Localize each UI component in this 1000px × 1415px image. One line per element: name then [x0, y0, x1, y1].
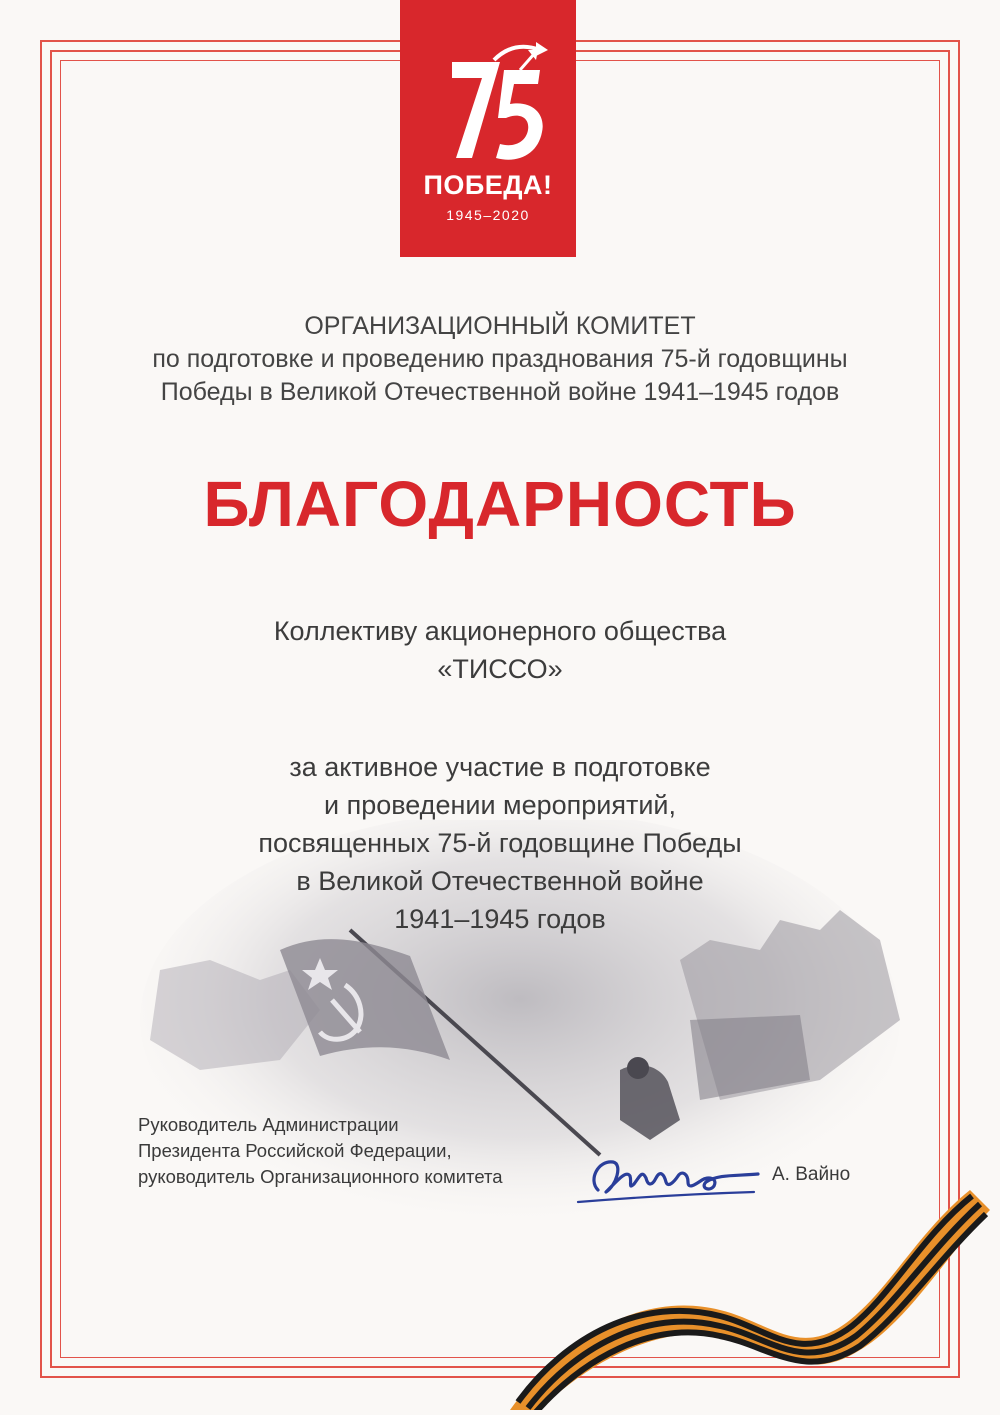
signatory-position-line: Руководитель Администрации: [138, 1114, 399, 1135]
recipient-block: [100, 612, 900, 688]
seventy-five-emblem-icon: [400, 0, 576, 175]
signatory-position-line: Президента Российской Федерации,: [138, 1140, 452, 1161]
reason-line: и проведении мероприятий,: [323, 790, 677, 820]
committee-header-line: ОРГАНИЗАЦИОННЫЙ КОМИТЕТ: [304, 312, 696, 340]
victory-75-logo: [400, 0, 576, 257]
certificate-title: БЛАГОДАРНОСТЬ: [203, 468, 797, 540]
reason-line: 1941–1945 годов: [394, 904, 606, 934]
logo-years: 1945–2020: [446, 207, 530, 223]
handwritten-signature-icon: [568, 1140, 768, 1210]
logo-word: ПОБЕДА!: [423, 170, 553, 200]
committee-header: [100, 310, 900, 409]
reason-line: в Великой Отечественной войне: [296, 866, 704, 896]
reason-line: посвященных 75-й годовщине Победы: [258, 828, 742, 858]
reason-block: [100, 748, 900, 938]
signatory-name: А. Вайно: [772, 1164, 851, 1185]
committee-header-line: по подготовке и проведению празднования 75-й годовщины: [152, 345, 848, 373]
recipient-line: Коллективу акционерного общества: [273, 616, 727, 646]
committee-header-line: Победы в Великой Отечественной войне 1941–1945 годов: [160, 378, 840, 406]
signatory-position-line: руководитель Организационного комитета: [138, 1166, 503, 1187]
signatory-position: [138, 1112, 503, 1190]
recipient-line: «ТИССО»: [437, 654, 563, 684]
reason-line: за активное участие в подготовке: [289, 752, 711, 782]
